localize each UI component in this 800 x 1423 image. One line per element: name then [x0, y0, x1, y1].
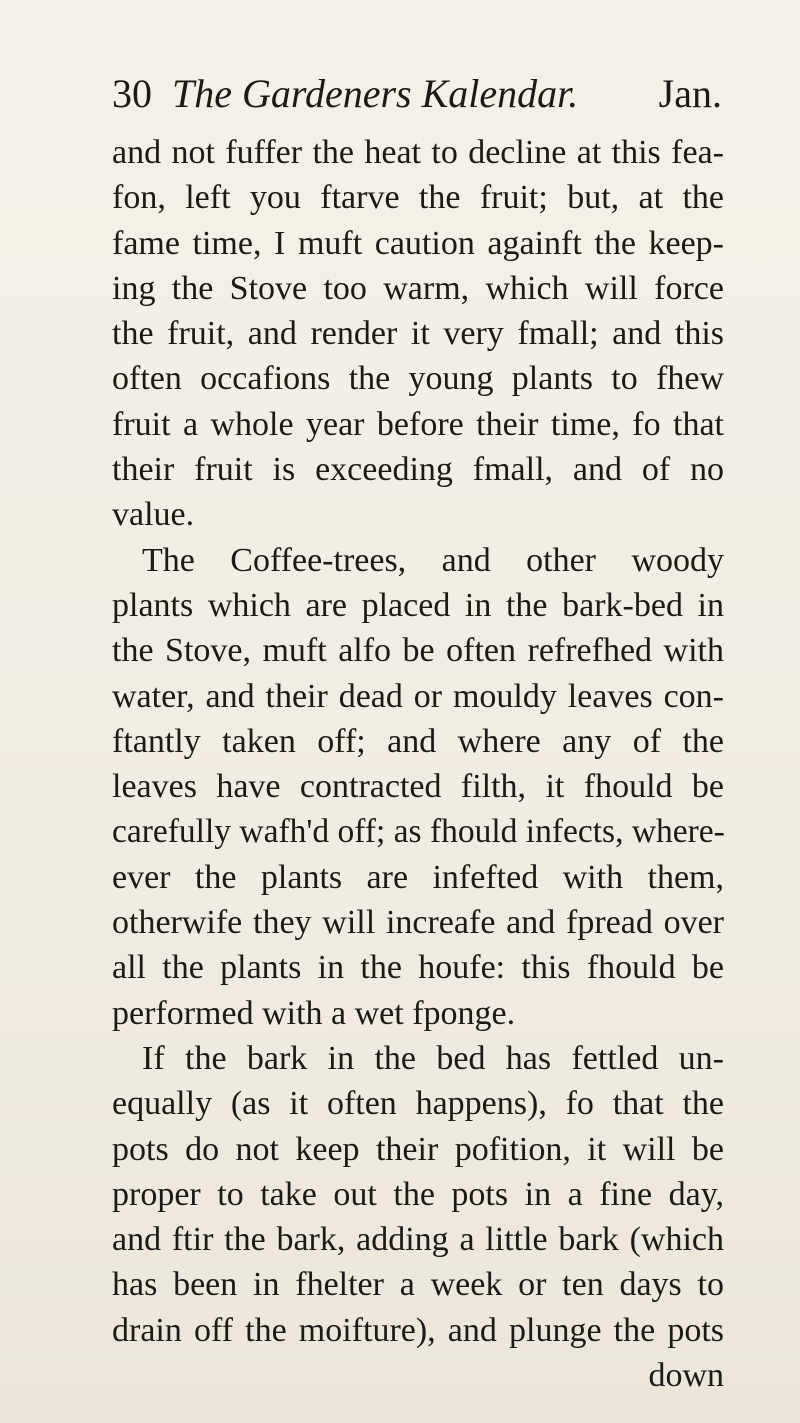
text-line: fame time, I muft caution againft the keep-: [112, 224, 724, 262]
text-line: carefully wafh'd off; as fhould infects, where-: [112, 813, 725, 851]
text-line: plants which are placed in the bark-bed in: [112, 586, 724, 624]
text-line: fon, left you ftarve the fruit; but, at the: [112, 179, 724, 217]
text-line: performed with a wet fponge.: [112, 994, 516, 1032]
text-line: proper to take out the pots in a fine day,: [112, 1175, 724, 1213]
text-line: water, and their dead or mouldy leaves con-: [112, 677, 724, 715]
text-line: otherwife they will increafe and fpread over: [112, 904, 724, 942]
catchword: down: [648, 1357, 724, 1395]
text-line: fruit a whole year before their time, fo that: [112, 405, 724, 443]
running-header: [112, 70, 722, 118]
paragraph-start-line: If the bark in the bed has fettled un-: [142, 1039, 724, 1077]
text-line: leaves have contracted filth, it fhould be: [112, 768, 724, 806]
text-line: ftantly taken off; and where any of the: [112, 722, 724, 760]
text-line: has been in fhelter a week or ten days to: [112, 1266, 724, 1304]
text-line: the Stove, muft alfo be often refrefhed with: [112, 632, 724, 670]
paragraph-start-line: The Coffee-trees, and other woody: [142, 541, 724, 579]
body-text: [112, 130, 724, 1398]
text-line: pots do not keep their pofition, it will be: [112, 1130, 724, 1168]
text-line: ing the Stove too warm, which will force: [112, 269, 724, 307]
running-title: The Gardeners Kalendar.: [172, 71, 579, 116]
text-line: the fruit, and render it very fmall; and this: [112, 315, 724, 353]
text-line: value.: [112, 496, 195, 534]
text-line: equally (as it often happens), fo that the: [112, 1085, 724, 1123]
text-line: drain off the moifture), and plunge the pots: [112, 1311, 724, 1349]
text-line: their fruit is exceeding fmall, and of no: [112, 451, 724, 489]
page-number: 30: [112, 71, 152, 116]
text-line: all the plants in the houfe: this fhould be: [112, 949, 724, 987]
text-line: often occafions the young plants to fhew: [112, 360, 724, 398]
text-line: and not fuffer the heat to decline at this fea-: [112, 134, 724, 171]
text-line: and ftir the bark, adding a little bark (which: [112, 1221, 724, 1259]
running-month: Jan.: [658, 71, 722, 116]
text-line: ever the plants are infefted with them,: [112, 858, 724, 896]
